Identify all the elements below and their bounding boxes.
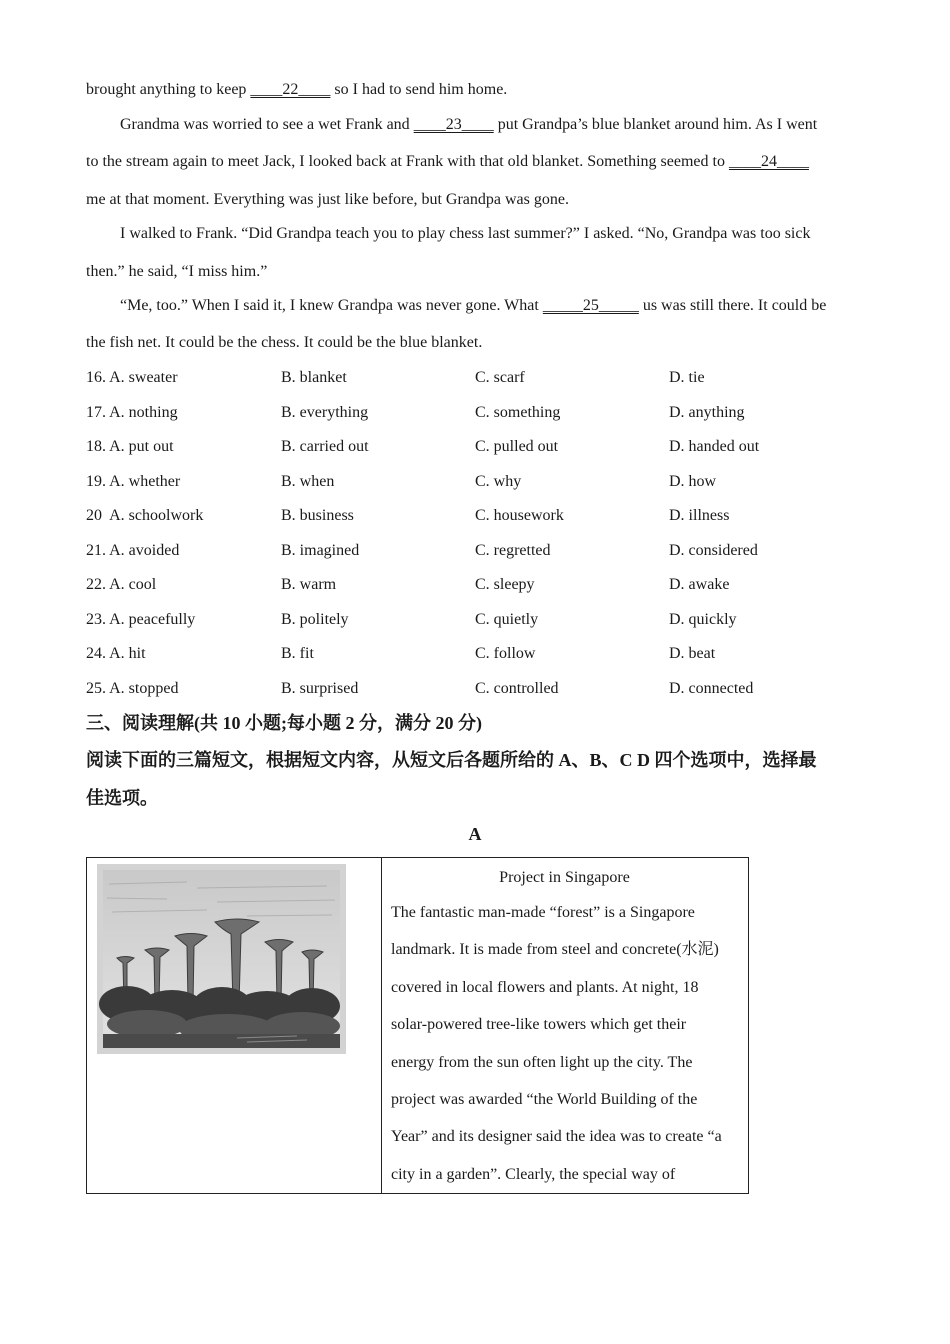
project-text-line: city in a garden”. Clearly, the special way of: [391, 1165, 676, 1183]
project-text-line: covered in local flowers and plants. At night, 18: [391, 978, 699, 996]
option-d: D. connected: [669, 680, 754, 697]
option-a: 24. A. hit: [86, 645, 146, 662]
option-c: C. sleepy: [475, 576, 535, 593]
project-text-line: solar-powered tree-like towers which get their: [391, 1016, 687, 1034]
image-cell: [87, 858, 382, 1194]
option-b: B. carried out: [281, 438, 369, 455]
blank-24: ____24____: [728, 153, 809, 170]
option-b: B. warm: [281, 576, 337, 593]
option-d: D. awake: [669, 576, 730, 593]
option-c: C. pulled out: [475, 438, 559, 455]
option-c: C. follow: [475, 645, 536, 662]
option-c: C. why: [475, 473, 522, 490]
option-c: C. housework: [475, 507, 564, 524]
option-b: B. politely: [281, 611, 349, 628]
option-c: C. scarf: [475, 369, 525, 386]
section-instruction: 阅读下面的三篇短文，根据短文内容，从短文后各题所给的 A、B、C D 四个选项中，选择最: [86, 750, 817, 770]
option-a: 21. A. avoided: [86, 542, 180, 559]
section-instruction-cont: 佳选项。: [86, 788, 158, 808]
option-a: 22. A. cool: [86, 576, 157, 593]
project-text-line: project was awarded “the World Building of the: [391, 1091, 698, 1109]
option-d: D. considered: [669, 542, 758, 559]
blank-23: ____23____: [413, 116, 494, 133]
option-a: 23. A. peacefully: [86, 611, 196, 628]
passage-line-3: to the stream again to meet Jack, I looked back at Frank with that old blanket. Something seemed to ____24____: [86, 153, 809, 170]
passage-line-2: Grandma was worried to see a wet Frank and ____23____ put Grandpa’s blue blanket around him. As I went: [120, 116, 818, 133]
option-d: D. illness: [669, 507, 730, 524]
part-label: A: [468, 824, 482, 844]
passage-line-7: “Me, too.” When I said it, I knew Grandpa was never gone. What _____25_____ us was still there. It could be: [120, 297, 827, 314]
option-d: D. beat: [669, 645, 716, 662]
option-d: D. quickly: [669, 611, 737, 628]
option-d: D. handed out: [669, 438, 760, 455]
option-a: 25. A. stopped: [86, 680, 179, 697]
project-table: [86, 857, 749, 1194]
option-b: B. business: [281, 507, 354, 524]
passage-line-5: I walked to Frank. “Did Grandpa teach you to play chess last summer?” I asked. “No, Grandpa was too sick: [120, 225, 811, 242]
option-b: B. surprised: [281, 680, 359, 697]
option-c: C. something: [475, 404, 561, 421]
project-text-cell: [382, 858, 749, 1194]
option-c: C. controlled: [475, 680, 559, 697]
option-b: B. imagined: [281, 542, 360, 559]
project-text-line: energy from the sun often light up the city. The: [391, 1053, 693, 1071]
section-heading: 三、阅读理解(共 10 小题;每小题 2 分，满分 20 分): [86, 713, 482, 733]
passage-line-8: the fish net. It could be the chess. It could be the blue blanket.: [86, 334, 483, 351]
project-text-line: landmark. It is made from steel and concrete(水泥): [391, 941, 719, 959]
option-a: 19. A. whether: [86, 473, 181, 490]
option-b: B. fit: [281, 645, 314, 662]
option-c: C. quietly: [475, 611, 539, 628]
option-d: D. how: [669, 473, 717, 490]
passage-line-4: me at that moment. Everything was just like before, but Grandpa was gone.: [86, 191, 569, 208]
option-d: D. anything: [669, 404, 745, 421]
option-c: C. regretted: [475, 542, 551, 559]
blank-25: _____25_____: [542, 297, 639, 314]
option-b: B. when: [281, 473, 335, 490]
project-title: Project in Singapore: [499, 869, 630, 886]
option-d: D. tie: [669, 369, 705, 386]
project-text-line: The fantastic man-made “forest” is a Singapore: [391, 904, 695, 921]
supertree-grove-photo: [97, 864, 346, 1054]
option-a: 17. A. nothing: [86, 404, 178, 421]
option-b: B. everything: [281, 404, 369, 421]
option-b: B. blanket: [281, 369, 347, 386]
option-a: 20 A. schoolwork: [86, 507, 204, 524]
option-a: 18. A. put out: [86, 438, 174, 455]
passage-line-1: brought anything to keep ____22____ so I had to send him home.: [86, 81, 508, 98]
passage-line-6: then.” he said, “I miss him.”: [86, 263, 268, 280]
project-text-line: Year” and its designer said the idea was to create “a: [391, 1128, 722, 1146]
option-a: 16. A. sweater: [86, 369, 178, 386]
blank-22: ____22____: [250, 81, 331, 98]
